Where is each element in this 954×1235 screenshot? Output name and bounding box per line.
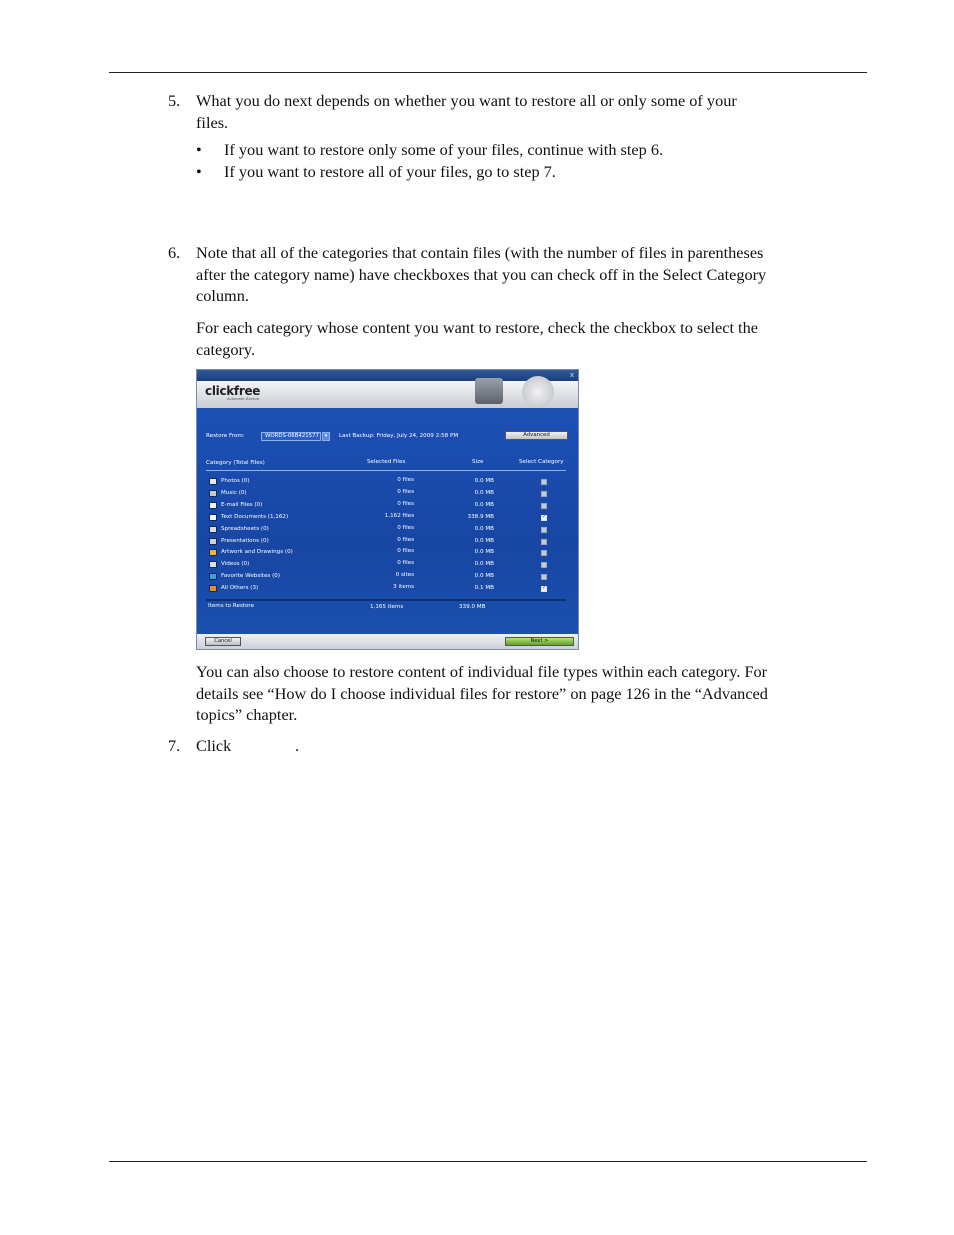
cancel-button[interactable]: Cancel [205, 637, 241, 646]
category-icon [209, 490, 217, 497]
restore-from-dropdown[interactable]: WORDS-06B421577 [261, 432, 321, 441]
category-icon [209, 573, 217, 580]
select-category-checkbox[interactable] [541, 527, 547, 533]
category-name: E-mail Files (0) [221, 502, 263, 508]
category-size: 0.0 MB [474, 526, 494, 532]
category-icon [209, 514, 217, 521]
category-name: Spreadsheets (0) [221, 526, 269, 532]
step-6-text-line: Note that all of the categories that contain files (with the number of files in parentheses [196, 243, 764, 262]
category-icon [209, 585, 217, 592]
select-category-checkbox[interactable] [541, 539, 547, 545]
last-backup-text: Last Backup: Friday, July 24, 2009 2:58 PM [339, 433, 459, 439]
step-5-text-line1: What you do next depends on whether you want to restore all or only some of your [196, 91, 737, 110]
category-name: Photos (0) [221, 478, 250, 484]
category-name: Videos (0) [221, 561, 250, 567]
total-items: 1,165 items [370, 604, 404, 610]
step-6-para3-line: topics” chapter. [196, 705, 298, 724]
footer-rule [109, 1161, 867, 1162]
category-size: 0.0 MB [474, 478, 494, 484]
select-category-checkbox[interactable] [541, 503, 547, 509]
category-size: 0.0 MB [474, 549, 494, 555]
category-name: Music (0) [221, 490, 247, 496]
category-size: 0.0 MB [474, 573, 494, 579]
close-icon[interactable]: x [569, 371, 574, 379]
category-selected-files: 0 files [397, 489, 414, 495]
category-size: 0.0 MB [474, 502, 494, 508]
select-category-checkbox[interactable] [541, 574, 547, 580]
select-category-checkbox[interactable] [541, 515, 547, 521]
column-header-selected: Selected Files [367, 459, 406, 465]
total-size: 339.0 MB [459, 604, 486, 610]
logo-tagline: Automatic Backup [227, 397, 259, 401]
clickfree-logo: clickfree [205, 384, 261, 398]
step-7-number: 7. [168, 736, 181, 755]
step-6-para2-line: category. [196, 340, 256, 359]
category-size: 0.0 MB [474, 490, 494, 496]
category-icon [209, 502, 217, 509]
category-icon [209, 538, 217, 545]
chevron-down-icon[interactable]: ▾ [322, 432, 330, 441]
category-selected-files: 0 files [397, 560, 414, 566]
category-name: All Others (3) [221, 585, 259, 591]
step-7-period: . [295, 736, 300, 755]
category-icon [209, 478, 217, 485]
select-category-checkbox[interactable] [541, 562, 547, 568]
step-6-number: 6. [168, 243, 181, 262]
category-name: Artwork and Drawings (0) [221, 549, 293, 555]
select-category-checkbox[interactable] [541, 479, 547, 485]
bullet-item: If you want to restore all of your files, go to step 7. [224, 162, 556, 181]
category-name: Presentations (0) [221, 538, 269, 544]
next-button[interactable]: Next > [505, 637, 574, 646]
category-name: Favorite Websites (0) [221, 573, 281, 579]
drive-graphic [475, 378, 503, 404]
category-selected-files: 0 files [397, 548, 414, 554]
column-header-category: Category (Total Files) [206, 460, 265, 466]
category-selected-files: 1,162 files [384, 513, 414, 519]
window-titlebar [197, 370, 578, 381]
restore-from-label: Restore From: [206, 433, 245, 439]
total-divider [206, 599, 566, 601]
disc-graphic [522, 376, 554, 408]
bullet-dot: • [196, 162, 202, 181]
category-icon [209, 549, 217, 556]
category-icon [209, 526, 217, 533]
step-6-text-line: column. [196, 286, 249, 305]
column-header-select: Select Category [519, 459, 564, 465]
select-category-checkbox[interactable] [541, 550, 547, 556]
select-category-checkbox[interactable] [541, 491, 547, 497]
step-5-number: 5. [168, 91, 181, 110]
bullet-item: If you want to restore only some of your files, continue with step 6. [224, 140, 664, 159]
step-6-para2-line: For each category whose content you want to restore, check the checkbox to select the [196, 318, 758, 337]
category-selected-files: 0 files [397, 537, 414, 543]
step-6-text-line: after the category name) have checkboxes that you can check off in the Select Category [196, 265, 767, 284]
category-selected-files: 0 files [397, 525, 414, 531]
advanced-button[interactable]: Advanced [505, 431, 568, 440]
category-selected-files: 0 files [397, 477, 414, 483]
total-label: Items to Restore [208, 603, 255, 609]
category-icon [209, 561, 217, 568]
category-selected-files: 3 items [393, 584, 414, 590]
category-size: 0.1 MB [474, 585, 494, 591]
category-size: 338.9 MB [467, 514, 494, 520]
category-name: Text Documents (1,162) [221, 514, 289, 520]
category-selected-files: 0 files [397, 501, 414, 507]
header-divider [206, 470, 566, 471]
step-5-text-line2: files. [196, 113, 229, 132]
step-6-para3-line: details see “How do I choose individual files for restore” on page 126 in the “Advanced [196, 684, 768, 703]
header-rule [109, 72, 867, 73]
step-6-para3-line: You can also choose to restore content of individual file types within each category. For [196, 662, 768, 681]
restore-window-screenshot [196, 369, 579, 650]
select-category-checkbox[interactable] [541, 586, 547, 592]
category-selected-files: 0 sites [395, 572, 414, 578]
step-7-text: Click [196, 736, 232, 755]
category-size: 0.0 MB [474, 538, 494, 544]
category-size: 0.0 MB [474, 561, 494, 567]
column-header-size: Size [472, 459, 484, 465]
bullet-dot: • [196, 140, 202, 159]
